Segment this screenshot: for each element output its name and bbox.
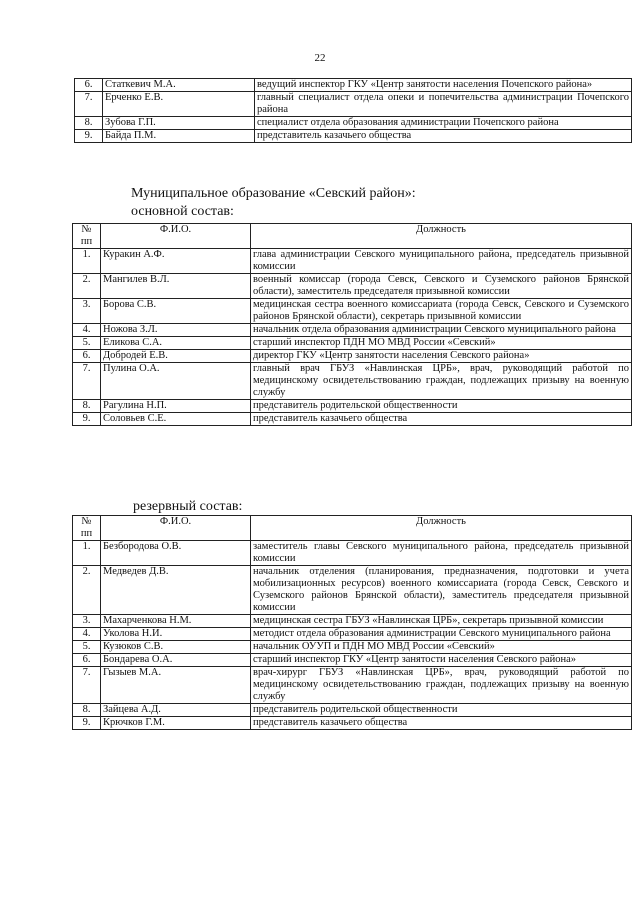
member-position: глава администрации Севского муниципального района, председатель призывной комиссии [251, 249, 632, 274]
table-row [73, 654, 632, 667]
member-name: Бондарева О.А. [101, 654, 251, 667]
member-name: Добродей Е.В. [101, 350, 251, 363]
member-position: старший инспектор ГКУ «Центр занятости населения Севского района» [251, 654, 632, 667]
member-position: заместитель главы Севского муниципального района, председатель призывной комиссии [251, 541, 632, 566]
member-position: методист отдела образования администрации Севского муниципального района [251, 628, 632, 641]
row-number: 9. [73, 413, 101, 426]
member-name: Ножова З.Л. [101, 324, 251, 337]
row-number: 8. [73, 704, 101, 717]
member-name: Борова С.В. [101, 299, 251, 324]
member-name: Медведев Д.В. [101, 566, 251, 615]
table-row [73, 363, 632, 400]
row-number: 8. [73, 400, 101, 413]
row-number: 8. [75, 117, 103, 130]
reserve-composition-table-body [73, 541, 632, 730]
continuation-table-body [75, 79, 632, 143]
row-number: 6. [73, 350, 101, 363]
row-number: 3. [73, 299, 101, 324]
member-name: Безбородова О.В. [101, 541, 251, 566]
row-number: 2. [73, 274, 101, 299]
table-row [75, 117, 632, 130]
row-number: 7. [75, 92, 103, 117]
row-number: 6. [75, 79, 103, 92]
member-name: Пулина О.А. [101, 363, 251, 400]
member-position: ведущий инспектор ГКУ «Центр занятости населения Почепского района» [255, 79, 632, 92]
member-name: Ерченко Е.В. [103, 92, 255, 117]
row-number: 2. [73, 566, 101, 615]
table-row [73, 628, 632, 641]
member-name: Крючков Г.М. [101, 717, 251, 730]
member-name: Гызыев М.А. [101, 667, 251, 704]
member-position: главный специалист отдела опеки и попечительства администрации Почепского района [255, 92, 632, 117]
member-name: Соловьев С.Е. [101, 413, 251, 426]
table-row [73, 717, 632, 730]
member-position: начальник ОУУП и ПДН МО МВД России «Севский» [251, 641, 632, 654]
member-position: представитель казачьего общества [251, 717, 632, 730]
table-row [73, 400, 632, 413]
main-composition-table [72, 223, 632, 426]
continuation-table [74, 78, 632, 143]
table-row [73, 413, 632, 426]
header-name: Ф.И.О. [101, 516, 251, 541]
row-number: 7. [73, 667, 101, 704]
table-row [73, 299, 632, 324]
main-composition-table-body [73, 249, 632, 426]
main-composition-title: основной состав: [131, 204, 234, 219]
member-position: специалист отдела образования администрации Почепского района [255, 117, 632, 130]
table-header-row [73, 516, 632, 541]
member-name: Рагулина Н.П. [101, 400, 251, 413]
header-name: Ф.И.О. [101, 224, 251, 249]
page-number: 22 [314, 52, 326, 64]
table-row [73, 667, 632, 704]
row-number: 7. [73, 363, 101, 400]
member-position: представитель казачьего общества [255, 130, 632, 143]
member-position: врач-хирург ГБУЗ «Навлинская ЦРБ», врач, руководящий работой по медицинскому освидетельствованию граждан, подлежащих призыву на военную службу [251, 667, 632, 704]
member-position: старший инспектор ПДН МО МВД России «Севский» [251, 337, 632, 350]
member-position: представитель родительской общественности [251, 400, 632, 413]
member-name: Мангилев В.Л. [101, 274, 251, 299]
member-name: Куракин А.Ф. [101, 249, 251, 274]
header-position: Должность [251, 224, 632, 249]
table-row [73, 566, 632, 615]
table-row [75, 92, 632, 117]
row-number: 4. [73, 324, 101, 337]
member-position: главный врач ГБУЗ «Навлинская ЦРБ», врач, руководящий работой по медицинскому освидетельствованию граждан, подлежащих призыву на военную службу [251, 363, 632, 400]
row-number: 9. [75, 130, 103, 143]
member-name: Махарченкова Н.М. [101, 615, 251, 628]
table-row [73, 337, 632, 350]
table-row [73, 350, 632, 363]
member-position: представитель родительской общественности [251, 704, 632, 717]
member-name: Еликова С.А. [101, 337, 251, 350]
table-row [75, 79, 632, 92]
row-number: 3. [73, 615, 101, 628]
row-number: 5. [73, 337, 101, 350]
member-name: Зубова Г.П. [103, 117, 255, 130]
member-name: Байда П.М. [103, 130, 255, 143]
header-number: № пп [73, 516, 101, 541]
row-number: 1. [73, 541, 101, 566]
member-position: начальник отделения (планирования, предназначения, подготовки и учета мобилизационных ресурсов) военного комиссариата (города Севск, Севского и Суземского районов Брянской области), заместитель председателя призывной комиссии [251, 566, 632, 615]
member-position: директор ГКУ «Центр занятости населения Севского района» [251, 350, 632, 363]
member-position: медицинская сестра ГБУЗ «Навлинская ЦРБ», секретарь призывной комиссии [251, 615, 632, 628]
table-row [73, 324, 632, 337]
municipality-title: Муниципальное образование «Севский район»: [131, 186, 416, 201]
member-name: Зайцева А.Д. [101, 704, 251, 717]
member-name: Уколова Н.И. [101, 628, 251, 641]
table-row [73, 274, 632, 299]
member-position: военный комиссар (города Севск, Севского и Суземского районов Брянской области), заместитель председателя призывной комиссии [251, 274, 632, 299]
reserve-composition-table [72, 515, 632, 730]
row-number: 9. [73, 717, 101, 730]
header-position: Должность [251, 516, 632, 541]
table-row [73, 641, 632, 654]
member-name: Кузюков С.В. [101, 641, 251, 654]
table-row [73, 615, 632, 628]
table-row [73, 249, 632, 274]
table-row [73, 704, 632, 717]
header-number: № пп [73, 224, 101, 249]
row-number: 1. [73, 249, 101, 274]
row-number: 6. [73, 654, 101, 667]
reserve-composition-title: резервный состав: [133, 499, 243, 514]
member-position: медицинская сестра военного комиссариата (города Севск, Севского и Суземского районов Брянской области), секретарь призывной комиссии [251, 299, 632, 324]
member-name: Статкевич М.А. [103, 79, 255, 92]
table-row [75, 130, 632, 143]
row-number: 5. [73, 641, 101, 654]
member-position: представитель казачьего общества [251, 413, 632, 426]
table-row [73, 541, 632, 566]
table-header-row [73, 224, 632, 249]
member-position: начальник отдела образования администрации Севского муниципального района [251, 324, 632, 337]
row-number: 4. [73, 628, 101, 641]
